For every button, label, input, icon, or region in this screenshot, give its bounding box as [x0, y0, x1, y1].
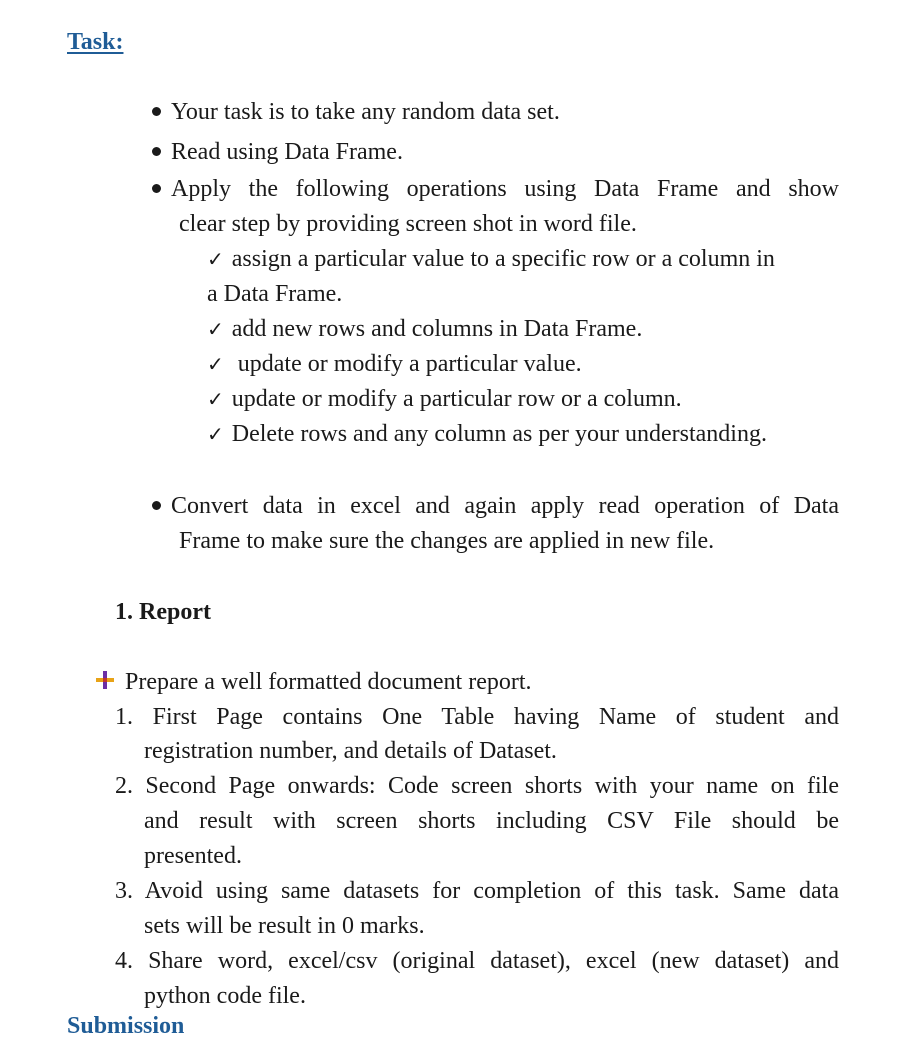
bullet-icon	[152, 501, 161, 510]
submission-heading-cut: Submission	[67, 1013, 185, 1039]
check-item-4	[207, 387, 682, 411]
check-text: update or modify a particular value.	[237, 351, 582, 377]
convert-line-2: Frame to make sure the changes are applied in new file.	[179, 528, 715, 554]
check-item-5	[207, 422, 767, 446]
report-intro: Prepare a well formatted document report.	[125, 669, 532, 695]
bullet-icon	[152, 147, 161, 156]
bullet-item-4	[152, 494, 171, 518]
bullet-item-1	[152, 100, 560, 124]
bullet-item-3	[152, 177, 171, 201]
check-item-1-cont: a Data Frame.	[207, 281, 343, 307]
check-text: update or modify a particular row or a column.	[231, 386, 682, 412]
check-item-3	[207, 352, 582, 376]
check-item-2	[207, 317, 642, 341]
checkmark-icon: ✓	[207, 317, 224, 341]
checkmark-icon: ✓	[207, 422, 224, 446]
bullet-text: Read using Data Frame.	[171, 139, 403, 165]
plus-bullet-icon	[95, 670, 115, 690]
check-text: add new rows and columns in Data Frame.	[231, 316, 643, 342]
checkmark-icon: ✓	[207, 247, 224, 271]
task-heading: Task:	[67, 29, 124, 55]
bullet-icon	[152, 107, 161, 116]
bullet-item-3-line-2: clear step by providing screen shot in word file.	[179, 211, 637, 237]
report-item-3-line-1: 3. Avoid using same datasets for completion of this task. Same data	[115, 878, 839, 904]
report-item-3-line-2: sets will be result in 0 marks.	[144, 913, 425, 939]
report-item-4-line-2: python code file.	[144, 983, 306, 1009]
check-text: assign a particular value to a specific row or a column in	[231, 246, 775, 272]
bullet-text: Your task is to take any random data set.	[171, 99, 560, 125]
report-title: 1. Report	[115, 599, 211, 625]
checkmark-icon: ✓	[207, 387, 224, 411]
report-item-1-line-1: 1. First Page contains One Table having Name of student and	[115, 704, 839, 730]
bullet-item-3-line-1: Apply the following operations using Data Frame and show	[171, 176, 839, 202]
bullet-item-2	[152, 140, 403, 164]
report-item-4-line-1: 4. Share word, excel/csv (original dataset), excel (new dataset) and	[115, 948, 839, 974]
convert-line-1: Convert data in excel and again apply read operation of Data	[171, 493, 839, 519]
checkmark-icon: ✓	[207, 352, 224, 376]
report-item-1-line-2: registration number, and details of Dataset.	[144, 738, 557, 764]
report-item-2-line-2: and result with screen shorts including CSV File should be	[144, 808, 839, 834]
check-item-1	[207, 247, 775, 271]
bullet-icon	[152, 184, 161, 193]
check-text: Delete rows and any column as per your understanding.	[231, 421, 767, 447]
report-item-2-line-1: 2. Second Page onwards: Code screen shorts with your name on file	[115, 773, 839, 799]
report-item-2-line-3: presented.	[144, 843, 242, 869]
